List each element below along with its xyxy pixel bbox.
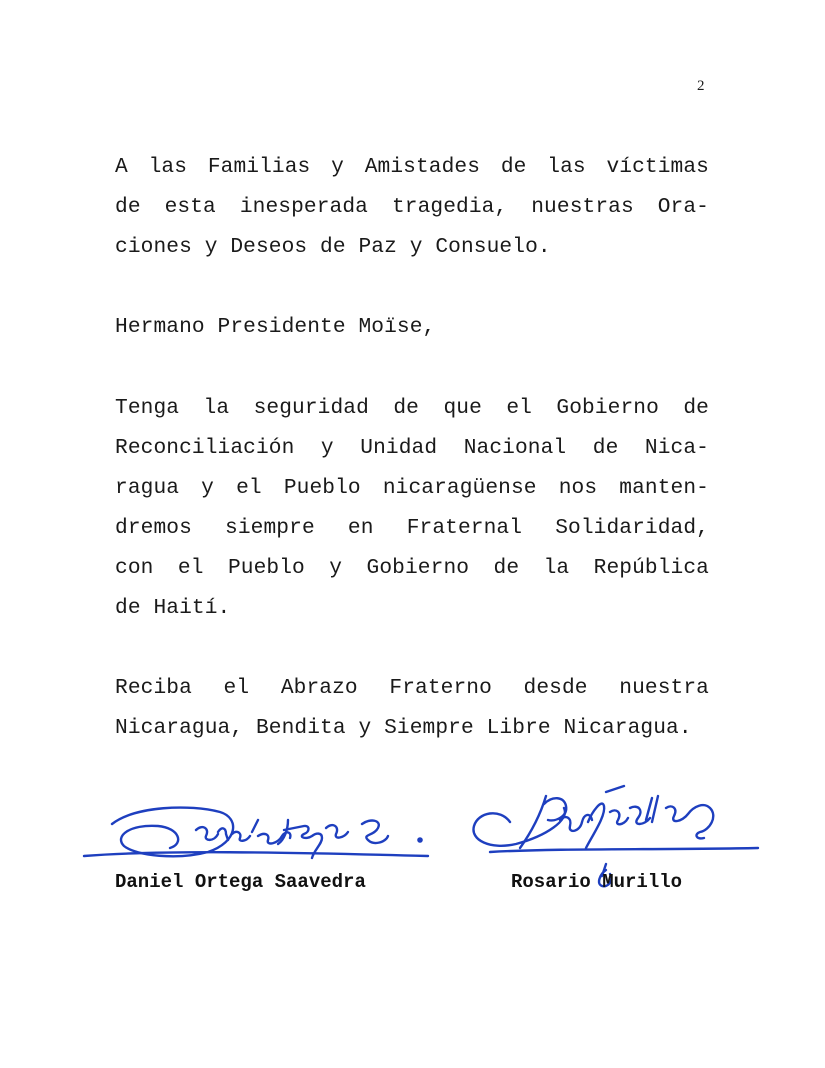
paragraph-salutation bbox=[115, 307, 709, 347]
text-line: Nicaragua, Bendita y Siempre Libre Nicaragua. bbox=[115, 716, 692, 740]
text-line: A las Familias y Amistades de las víctimas bbox=[115, 155, 709, 179]
text-line: Reciba el Abrazo Fraterno desde nuestra bbox=[115, 676, 709, 700]
text-line: Reconciliación y Unidad Nacional de Nica- bbox=[115, 436, 709, 460]
signatory-name-right: Rosario Murillo bbox=[511, 871, 683, 893]
text-line: Tenga la seguridad de que el Gobierno de bbox=[115, 396, 709, 420]
text-line: ciones y Deseos de Paz y Consuelo. bbox=[115, 235, 551, 259]
paragraph-condolences bbox=[115, 147, 709, 267]
signature-left-graphic bbox=[80, 790, 440, 872]
page-number: 2 bbox=[697, 78, 705, 94]
signatory-name-left: Daniel Ortega Saavedra bbox=[115, 871, 366, 893]
text-line: Hermano Presidente Moïse, bbox=[115, 315, 436, 339]
paragraph-closing bbox=[115, 668, 709, 748]
text-line: ragua y el Pueblo nicaragüense nos manten- bbox=[115, 476, 709, 500]
text-line: de esta inesperada tragedia, nuestras Ora- bbox=[115, 195, 709, 219]
text-line: con el Pueblo y Gobierno de la República bbox=[115, 556, 709, 580]
text-line: dremos siempre en Fraternal Solidaridad, bbox=[115, 516, 709, 540]
paragraph-solidarity bbox=[115, 388, 709, 628]
text-line: de Haití. bbox=[115, 596, 231, 620]
